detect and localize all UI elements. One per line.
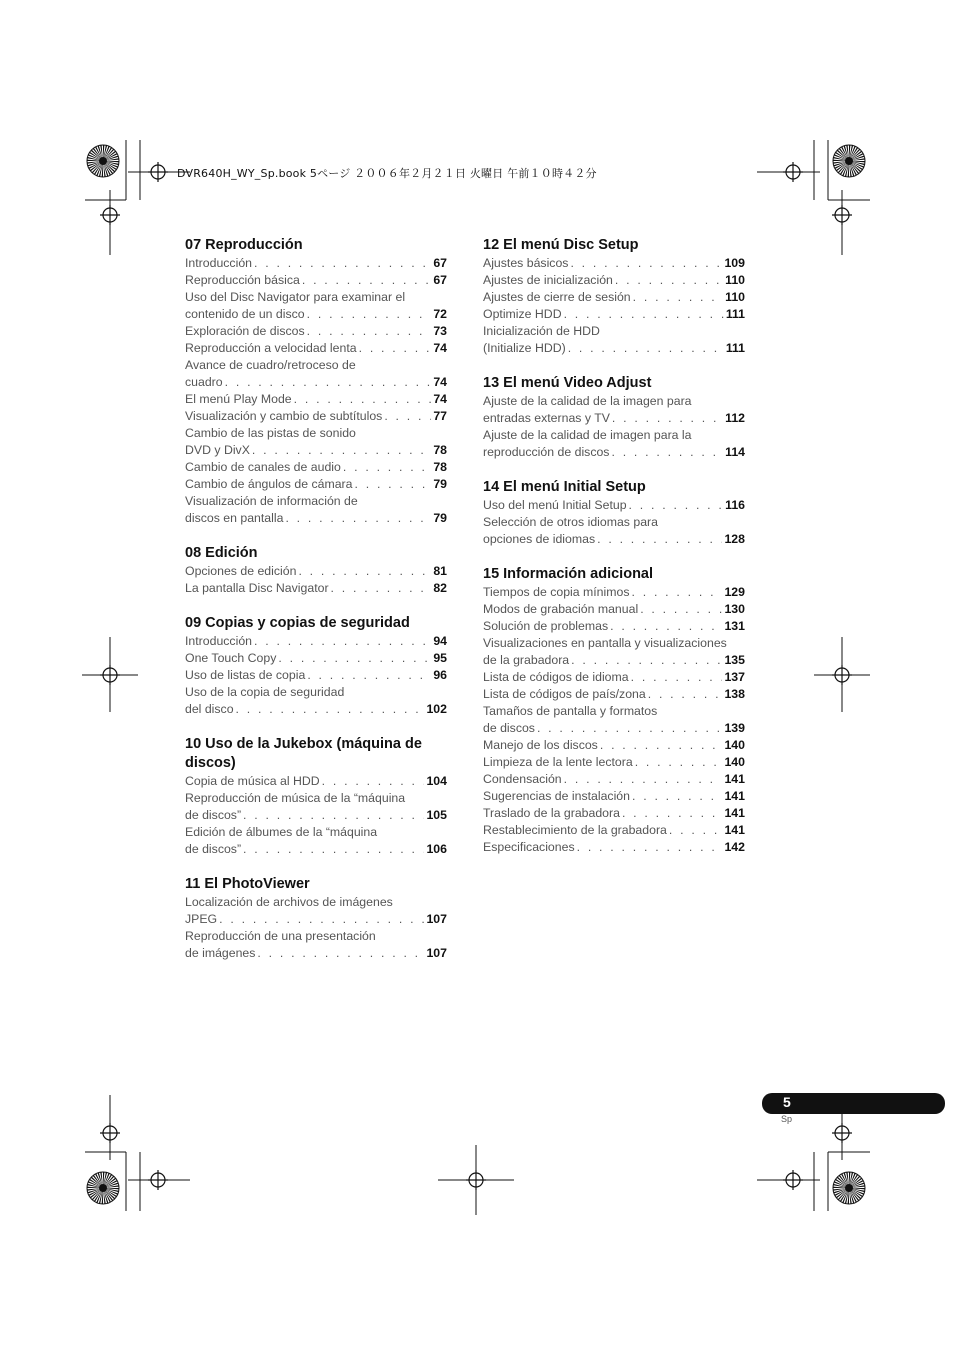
toc-page-number: 78 bbox=[433, 460, 447, 474]
toc-entry-text: Reproducción de una presentación bbox=[185, 929, 376, 943]
toc-entry-text: Ajustes de cierre de sesión bbox=[483, 290, 631, 304]
toc-page-number: 94 bbox=[433, 634, 447, 648]
toc-page-number: 78 bbox=[433, 443, 447, 457]
dot-leader bbox=[322, 773, 425, 790]
toc-entry-text: Manejo de los discos bbox=[483, 738, 598, 752]
toc-page-number: 106 bbox=[426, 842, 447, 856]
dot-leader bbox=[254, 633, 431, 650]
dot-leader bbox=[278, 650, 431, 667]
toc-page-number: 129 bbox=[724, 585, 745, 599]
section-title: 10 Uso de la Jukebox (máquina de discos) bbox=[185, 736, 422, 771]
toc-entry-text: Restablecimiento de la grabadora bbox=[483, 823, 667, 837]
dot-leader bbox=[298, 563, 431, 580]
toc-entry-text: Edición de álbumes de la “máquina bbox=[185, 825, 378, 839]
toc-entry-text: reproducción de discos bbox=[483, 445, 610, 459]
toc-page-number: 135 bbox=[724, 653, 745, 667]
toc-page-number: 141 bbox=[724, 823, 745, 837]
toc-entry[interactable] bbox=[185, 667, 447, 684]
toc-entry[interactable] bbox=[185, 476, 447, 493]
dot-leader bbox=[597, 531, 722, 548]
toc-page-number: 107 bbox=[426, 912, 447, 926]
dot-leader bbox=[257, 945, 424, 962]
dot-leader bbox=[631, 584, 722, 601]
toc-page-number: 140 bbox=[724, 755, 745, 769]
toc-entry[interactable] bbox=[185, 928, 447, 962]
toc-page-number: 141 bbox=[724, 772, 745, 786]
toc-entry-text: Ajuste de la calidad de imagen para la bbox=[483, 428, 692, 442]
toc-entry-text: de discos” bbox=[185, 842, 242, 856]
dot-leader bbox=[610, 618, 722, 635]
dot-leader bbox=[307, 306, 432, 323]
dot-leader bbox=[537, 720, 723, 737]
toc-entry[interactable] bbox=[483, 289, 745, 306]
section-title: 08 Edición bbox=[185, 545, 258, 561]
dot-leader bbox=[225, 374, 432, 391]
toc-entry[interactable] bbox=[483, 514, 745, 548]
dot-leader bbox=[302, 272, 431, 289]
toc-page-number: 138 bbox=[724, 687, 745, 701]
toc-page-number: 81 bbox=[433, 564, 447, 578]
toc-entry[interactable] bbox=[483, 737, 745, 754]
dot-leader bbox=[635, 754, 723, 771]
toc-entry[interactable] bbox=[185, 289, 447, 323]
toc-section bbox=[185, 875, 447, 962]
toc-entry-text: Opciones de edición bbox=[185, 564, 297, 578]
toc-page-number: 79 bbox=[433, 477, 447, 491]
toc-page-number: 141 bbox=[724, 789, 745, 803]
toc-entry[interactable] bbox=[185, 790, 447, 824]
toc-entry-text: Solución de problemas bbox=[483, 619, 609, 633]
section-title: 11 El PhotoViewer bbox=[185, 876, 310, 892]
dot-leader bbox=[648, 686, 723, 703]
toc-entry[interactable] bbox=[185, 824, 447, 858]
toc-page-number: 74 bbox=[433, 392, 447, 406]
toc-entry-text: Visualización y cambio de subtítulos bbox=[185, 409, 383, 423]
toc-entry[interactable] bbox=[483, 306, 745, 323]
toc-entry[interactable] bbox=[483, 788, 745, 805]
toc-entry-text: Selección de otros idiomas para bbox=[483, 515, 658, 529]
toc-page-number: 102 bbox=[426, 702, 447, 716]
toc-left-column bbox=[185, 236, 447, 979]
toc-entry[interactable] bbox=[483, 584, 745, 601]
registration-target-center bbox=[845, 1184, 853, 1192]
dot-leader bbox=[568, 340, 724, 357]
toc-entry[interactable] bbox=[185, 459, 447, 476]
dot-leader bbox=[252, 442, 431, 459]
toc-page-number: 107 bbox=[426, 946, 447, 960]
toc-entry-text: Exploración de discos bbox=[185, 324, 305, 338]
dot-leader bbox=[611, 444, 723, 461]
dot-leader bbox=[384, 408, 431, 425]
toc-page-number: 72 bbox=[433, 307, 447, 321]
dot-leader bbox=[622, 805, 723, 822]
toc-entry-text: Cambio de ángulos de cámara bbox=[185, 477, 353, 491]
dot-leader bbox=[331, 580, 432, 597]
registration-target-center bbox=[99, 1184, 107, 1192]
toc-entry[interactable] bbox=[185, 684, 447, 718]
toc-entry[interactable] bbox=[483, 323, 745, 357]
toc-page-number: 116 bbox=[725, 498, 745, 512]
dot-leader bbox=[564, 306, 724, 323]
toc-entry-text: Ajuste de la calidad de la imagen para bbox=[483, 394, 692, 408]
toc-entry-text: Reproducción de música de la “máquina bbox=[185, 791, 406, 805]
page-language: Sp bbox=[781, 1114, 793, 1124]
toc-entry-text: Localización de archivos de imágenes bbox=[185, 895, 393, 909]
dot-leader bbox=[254, 255, 431, 272]
toc-page-number: 73 bbox=[433, 324, 447, 338]
toc-entry[interactable] bbox=[483, 618, 745, 635]
dot-leader bbox=[633, 289, 724, 306]
toc-entry-text: Visualizaciones en pantalla y visualizaciones bbox=[483, 636, 727, 650]
toc-entry-text: de discos bbox=[483, 721, 535, 735]
toc-entry[interactable] bbox=[483, 754, 745, 771]
toc-entry-text: (Initialize HDD) bbox=[483, 341, 566, 355]
toc-entry-text: discos en pantalla bbox=[185, 511, 284, 525]
section-title: 13 El menú Video Adjust bbox=[483, 375, 652, 391]
toc-entry[interactable] bbox=[185, 357, 447, 391]
toc-entry-text: de imágenes bbox=[185, 946, 256, 960]
toc-entry[interactable] bbox=[185, 633, 447, 650]
toc-section bbox=[483, 236, 745, 357]
toc-entry-text: El menú Play Mode bbox=[185, 392, 292, 406]
page-number: 5 bbox=[783, 1094, 791, 1110]
toc-entry-text: Uso de listas de copia bbox=[185, 668, 306, 682]
toc-page-number: 139 bbox=[724, 721, 745, 735]
dot-leader bbox=[343, 459, 431, 476]
toc-entry-text: Modos de grabación manual bbox=[483, 602, 639, 616]
dot-leader bbox=[285, 510, 431, 527]
dot-leader bbox=[631, 669, 723, 686]
toc-entry[interactable] bbox=[483, 805, 745, 822]
toc-entry[interactable] bbox=[185, 493, 447, 527]
toc-entry[interactable] bbox=[483, 427, 745, 461]
toc-entry-text: Uso del menú Initial Setup bbox=[483, 498, 627, 512]
toc-entry-text: Visualización de información de bbox=[185, 494, 358, 508]
toc-section bbox=[185, 236, 447, 527]
toc-entry-text: Especificaciones bbox=[483, 840, 575, 854]
toc-entry-text: de discos” bbox=[185, 808, 242, 822]
toc-page-number: 140 bbox=[724, 738, 745, 752]
toc-page-number: 110 bbox=[725, 290, 745, 304]
toc-entry-text: DVD y DivX bbox=[185, 443, 250, 457]
toc-entry[interactable] bbox=[483, 255, 745, 272]
toc-entry-text: Avance de cuadro/retroceso de bbox=[185, 358, 356, 372]
dot-leader bbox=[612, 410, 723, 427]
toc-entry-text: Lista de códigos de país/zona bbox=[483, 687, 646, 701]
toc-entry-text: La pantalla Disc Navigator bbox=[185, 581, 329, 595]
dot-leader bbox=[632, 788, 722, 805]
toc-entry-text: Cambio de canales de audio bbox=[185, 460, 341, 474]
toc-entry[interactable] bbox=[483, 839, 745, 856]
toc-page-number: 95 bbox=[433, 651, 447, 665]
toc-entry-text: Introducción bbox=[185, 634, 252, 648]
toc-page-number: 141 bbox=[724, 806, 745, 820]
toc-page-number: 137 bbox=[724, 670, 745, 684]
toc-entry-text: Ajustes básicos bbox=[483, 256, 569, 270]
dot-leader bbox=[615, 272, 723, 289]
toc-entry[interactable] bbox=[185, 563, 447, 580]
toc-entry[interactable] bbox=[185, 894, 447, 928]
toc-page-number: 142 bbox=[724, 840, 745, 854]
dot-leader bbox=[354, 476, 431, 493]
toc-entry[interactable] bbox=[483, 771, 745, 788]
toc-entry-text: Lista de códigos de idioma bbox=[483, 670, 629, 684]
toc-page-number: 111 bbox=[725, 341, 745, 355]
toc-page-number: 109 bbox=[724, 256, 745, 270]
toc-page-number: 74 bbox=[433, 341, 447, 355]
toc-entry-text: Cambio de las pistas de sonido bbox=[185, 426, 356, 440]
toc-page-number: 131 bbox=[724, 619, 745, 633]
toc-entry-text: Sugerencias de instalación bbox=[483, 789, 630, 803]
registration-target-center bbox=[845, 157, 853, 165]
toc-entry[interactable] bbox=[483, 635, 745, 669]
toc-entry-text: JPEG bbox=[185, 912, 218, 926]
toc-entry-text: de la grabadora bbox=[483, 653, 570, 667]
toc-entry[interactable] bbox=[483, 601, 745, 618]
dot-leader bbox=[564, 771, 723, 788]
section-title: 12 El menú Disc Setup bbox=[483, 237, 639, 253]
dot-leader bbox=[570, 255, 722, 272]
toc-right-column bbox=[483, 236, 745, 873]
toc-entry[interactable] bbox=[483, 686, 745, 703]
section-title: 15 Información adicional bbox=[483, 566, 654, 582]
dot-leader bbox=[243, 841, 424, 858]
dot-leader bbox=[571, 652, 722, 669]
toc-page-number: 111 bbox=[725, 307, 745, 321]
toc-entry[interactable] bbox=[483, 393, 745, 427]
toc-entry[interactable] bbox=[185, 391, 447, 408]
toc-entry[interactable] bbox=[185, 255, 447, 272]
toc-entry-text: Tiempos de copia mínimos bbox=[483, 585, 630, 599]
toc-section bbox=[483, 565, 745, 856]
toc-entry[interactable] bbox=[185, 340, 447, 357]
toc-entry[interactable] bbox=[483, 703, 745, 737]
toc-entry-text: Uso de la copia de seguridad bbox=[185, 685, 345, 699]
toc-entry-text: del disco bbox=[185, 702, 234, 716]
dot-leader bbox=[669, 822, 723, 839]
toc-entry-text: Optimize HDD bbox=[483, 307, 562, 321]
toc-section bbox=[185, 544, 447, 597]
toc-entry-text: Condensación bbox=[483, 772, 562, 786]
toc-entry[interactable] bbox=[185, 650, 447, 667]
dot-leader bbox=[359, 340, 432, 357]
toc-entry[interactable] bbox=[185, 323, 447, 340]
toc-page-number: 130 bbox=[724, 602, 745, 616]
toc-page-number: 112 bbox=[725, 411, 745, 425]
registration-target-center bbox=[99, 157, 107, 165]
dot-leader bbox=[629, 497, 724, 514]
toc-page-number: 105 bbox=[426, 808, 447, 822]
toc-entry-text: One Touch Copy bbox=[185, 651, 277, 665]
dot-leader bbox=[294, 391, 432, 408]
dot-leader bbox=[307, 667, 431, 684]
toc-entry-text: Traslado de la grabadora bbox=[483, 806, 620, 820]
toc-entry-text: Copia de música al HDD bbox=[185, 774, 320, 788]
toc-section bbox=[483, 478, 745, 548]
toc-entry-text: Ajustes de inicialización bbox=[483, 273, 613, 287]
toc-entry-text: entradas externas y TV bbox=[483, 411, 610, 425]
toc-entry[interactable] bbox=[185, 580, 447, 597]
toc-page-number: 96 bbox=[433, 668, 447, 682]
toc-entry-text: Reproducción básica bbox=[185, 273, 300, 287]
toc-page-number: 104 bbox=[426, 774, 447, 788]
toc-page-number: 67 bbox=[433, 273, 447, 287]
toc-entry-text: Limpieza de la lente lectora bbox=[483, 755, 633, 769]
section-title: 14 El menú Initial Setup bbox=[483, 479, 646, 495]
toc-entry-text: Inicialización de HDD bbox=[483, 324, 600, 338]
dot-leader bbox=[640, 601, 722, 618]
dot-leader bbox=[577, 839, 723, 856]
toc-page-number: 74 bbox=[433, 375, 447, 389]
toc-page-number: 110 bbox=[725, 273, 745, 287]
toc-entry[interactable] bbox=[483, 497, 745, 514]
toc-page-number: 77 bbox=[433, 409, 447, 423]
toc-entry[interactable] bbox=[483, 272, 745, 289]
toc-page-number: 67 bbox=[433, 256, 447, 270]
toc-section bbox=[185, 735, 447, 858]
toc-entry-text: opciones de idiomas bbox=[483, 532, 596, 546]
toc-page-number: 82 bbox=[433, 581, 447, 595]
toc-entry[interactable] bbox=[185, 408, 447, 425]
toc-entry[interactable] bbox=[483, 669, 745, 686]
dot-leader bbox=[236, 701, 425, 718]
toc-entry-text: Reproducción a velocidad lenta bbox=[185, 341, 357, 355]
toc-section bbox=[483, 374, 745, 461]
toc-entry-text: Tamaños de pantalla y formatos bbox=[483, 704, 658, 718]
toc-entry-text: cuadro bbox=[185, 375, 223, 389]
toc-entry-text: contenido de un disco bbox=[185, 307, 305, 321]
toc-entry[interactable] bbox=[185, 773, 447, 790]
toc-entry-text: Uso del Disc Navigator para examinar el bbox=[185, 290, 406, 304]
dot-leader bbox=[600, 737, 723, 754]
toc-entry[interactable] bbox=[483, 822, 745, 839]
toc-entry-text: Introducción bbox=[185, 256, 252, 270]
toc-page-number: 114 bbox=[725, 445, 745, 459]
print-slug-header: DVR640H_WY_Sp.book 5ページ ２００６年２月２１日 火曜日 午前１０時４２分 bbox=[177, 167, 597, 180]
dot-leader bbox=[219, 911, 424, 928]
section-title: 07 Reproducción bbox=[185, 237, 303, 253]
toc-entry[interactable] bbox=[185, 425, 447, 459]
toc-entry[interactable] bbox=[185, 272, 447, 289]
toc-page-number: 128 bbox=[724, 532, 745, 546]
dot-leader bbox=[307, 323, 432, 340]
section-title: 09 Copias y copias de seguridad bbox=[185, 615, 410, 631]
toc-page-number: 79 bbox=[433, 511, 447, 525]
dot-leader bbox=[243, 807, 424, 824]
toc-section bbox=[185, 614, 447, 718]
